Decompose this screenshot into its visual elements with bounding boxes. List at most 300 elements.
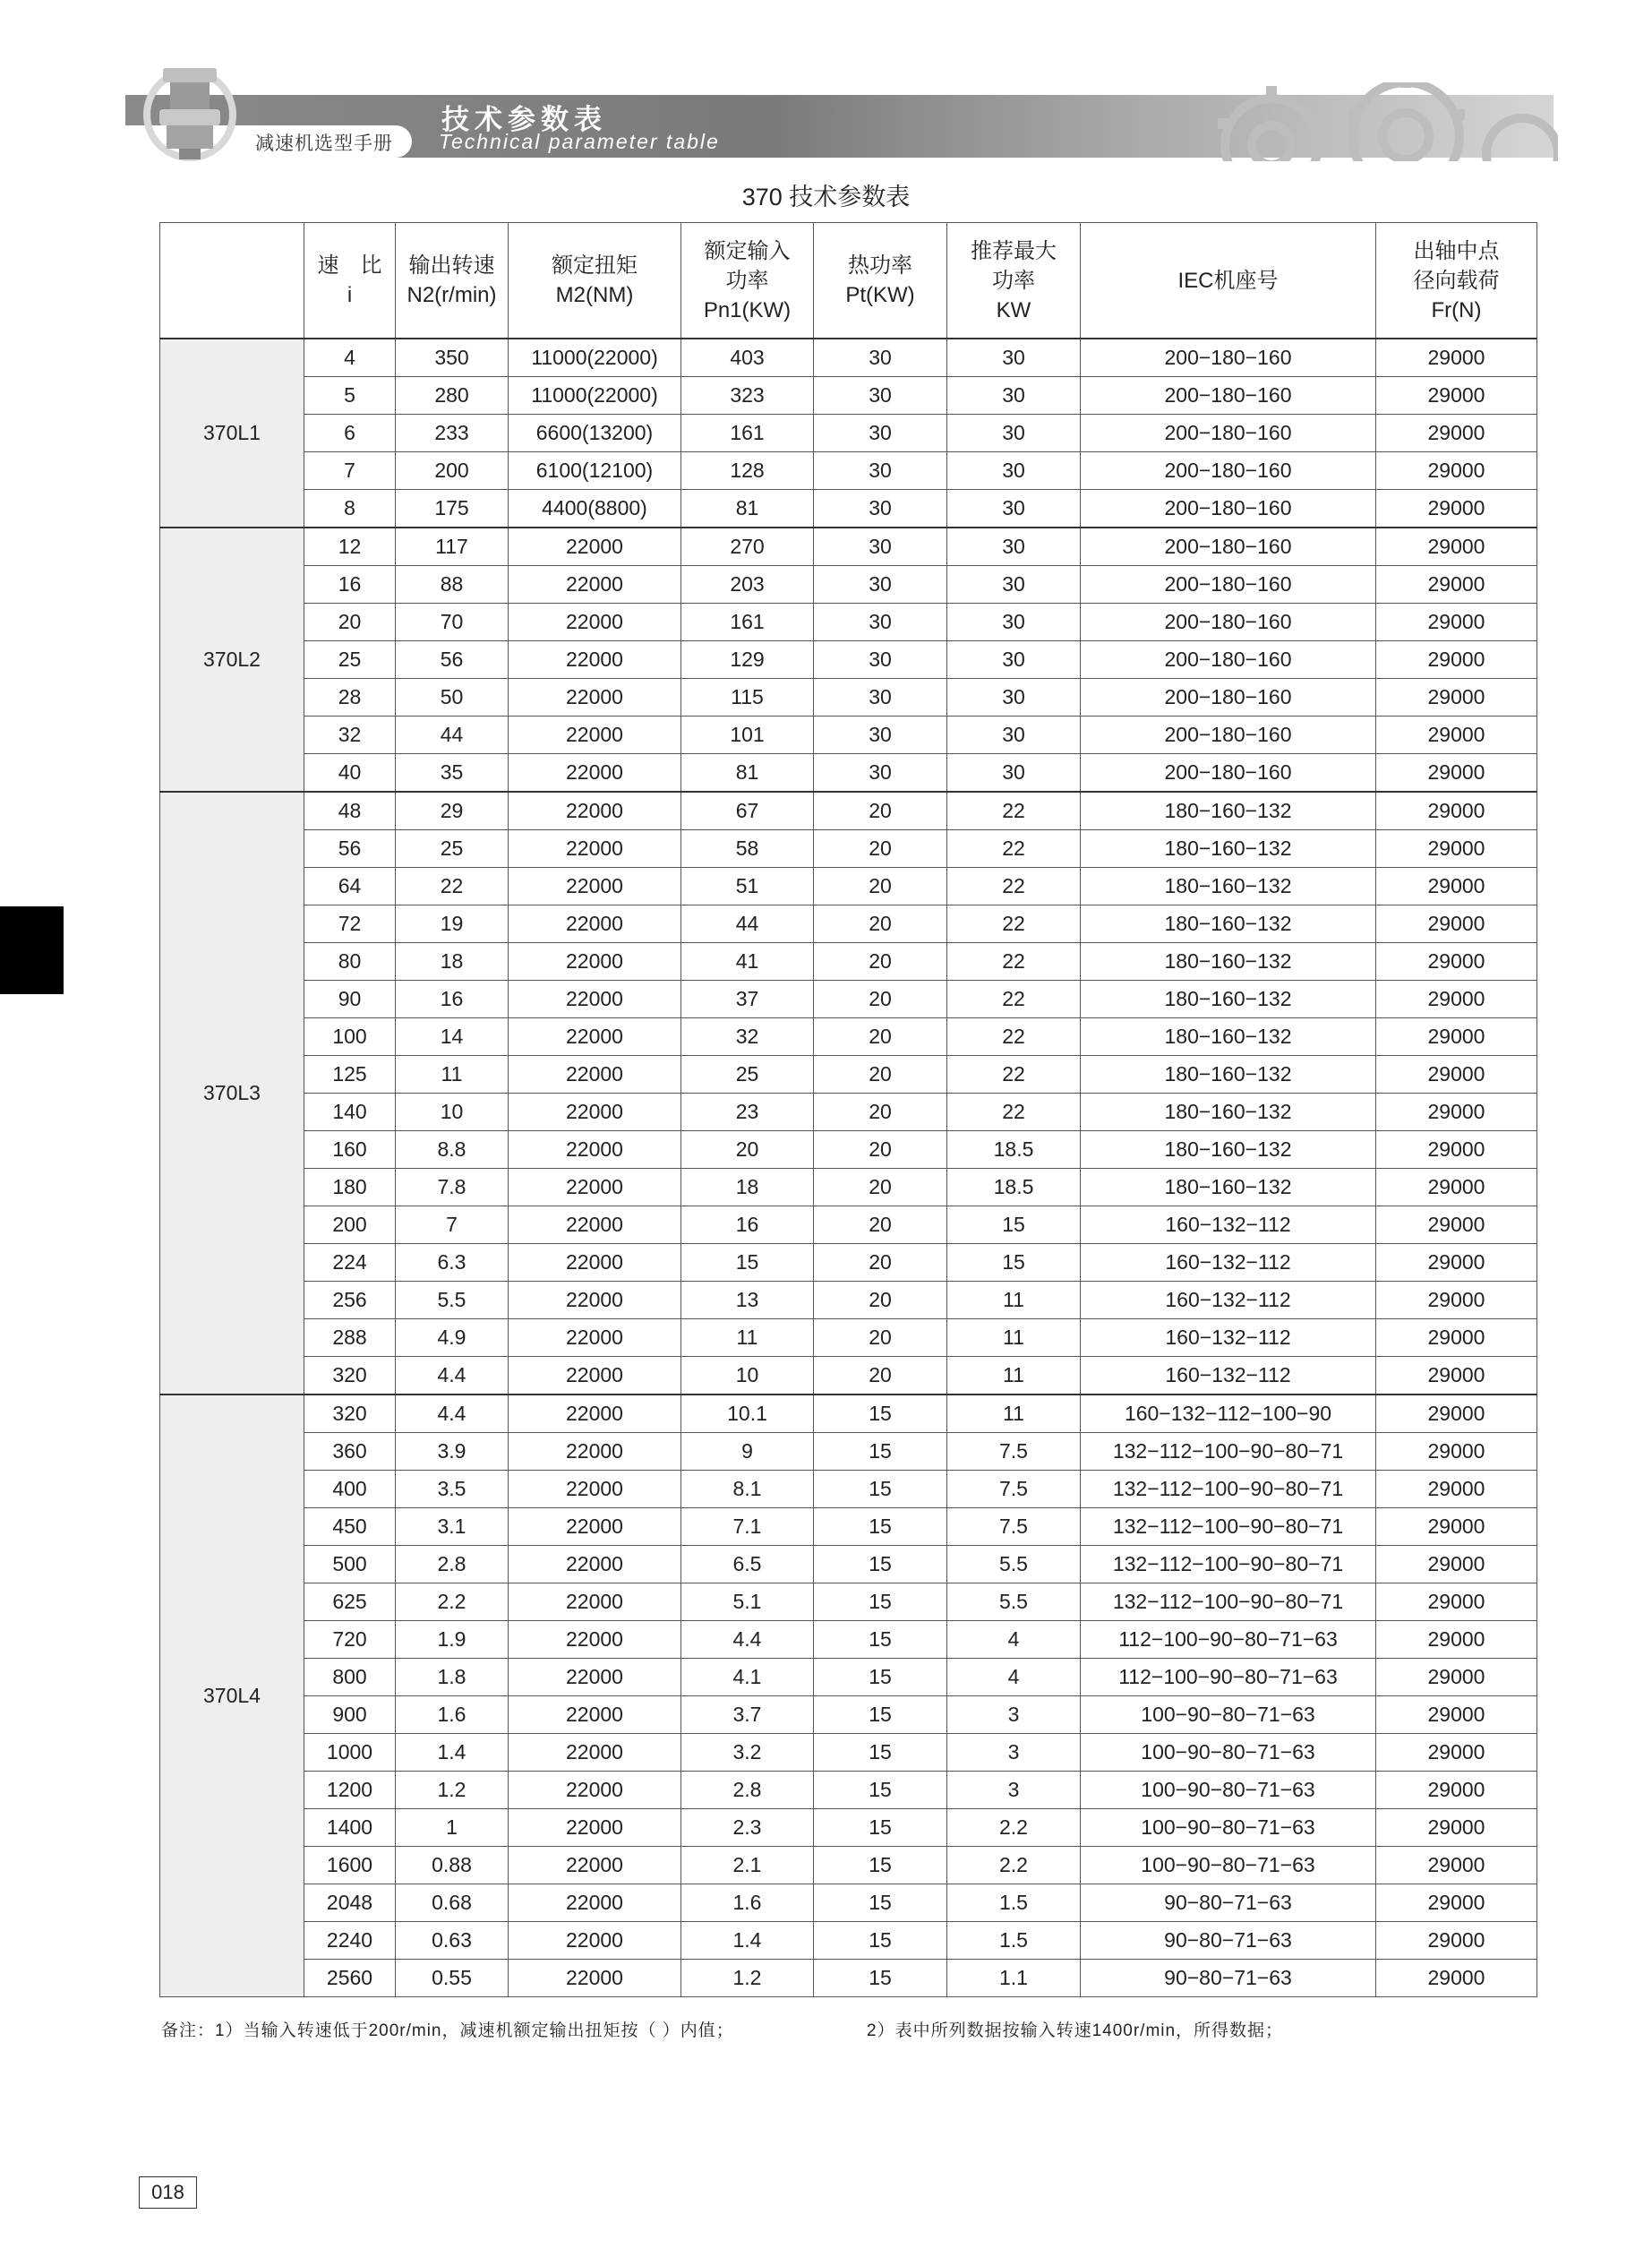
- cell-ratio: 40: [304, 754, 396, 793]
- cell-max-power: 18.5: [947, 1169, 1081, 1206]
- cell-max-power: 7.5: [947, 1471, 1081, 1508]
- cell-output-speed: 10: [396, 1094, 509, 1131]
- cell-thermal-power: 15: [814, 1395, 947, 1433]
- page-title: 370 技术参数表: [741, 184, 911, 210]
- table-row: [160, 641, 1537, 679]
- cell-rated-torque: 22000: [509, 1169, 681, 1206]
- cell-rated-torque: 11000(22000): [509, 339, 681, 377]
- cell-model: 370L2: [160, 528, 304, 792]
- cell-output-speed: 175: [396, 490, 509, 528]
- cell-max-power: 22: [947, 981, 1081, 1018]
- cell-max-power: 11: [947, 1395, 1081, 1433]
- cell-iec-frame: 90−80−71−63: [1081, 1922, 1376, 1960]
- cell-rated-torque: 22000: [509, 1772, 681, 1809]
- header-radial-load: 出轴中点 径向载荷 Fr(N): [1376, 223, 1537, 339]
- cell-radial-load: 29000: [1376, 528, 1537, 566]
- cell-max-power: 30: [947, 604, 1081, 641]
- cell-input-power: 4.1: [681, 1659, 814, 1696]
- cell-max-power: 15: [947, 1206, 1081, 1244]
- cell-radial-load: 29000: [1376, 1508, 1537, 1546]
- cell-output-speed: 0.55: [396, 1960, 509, 1997]
- cell-max-power: 1.1: [947, 1960, 1081, 1997]
- table-row: [160, 1884, 1537, 1922]
- cell-rated-torque: 22000: [509, 943, 681, 981]
- cell-radial-load: 29000: [1376, 943, 1537, 981]
- cell-iec-frame: 100−90−80−71−63: [1081, 1809, 1376, 1847]
- cell-radial-load: 29000: [1376, 1659, 1537, 1696]
- cell-rated-torque: 22000: [509, 1884, 681, 1922]
- cell-ratio: 720: [304, 1621, 396, 1659]
- cell-ratio: 12: [304, 528, 396, 566]
- cell-ratio: 125: [304, 1056, 396, 1094]
- cell-output-speed: 4.9: [396, 1319, 509, 1357]
- cell-iec-frame: 200−180−160: [1081, 679, 1376, 717]
- cell-thermal-power: 15: [814, 1960, 947, 1997]
- table-row: [160, 528, 1537, 566]
- cell-thermal-power: 30: [814, 566, 947, 604]
- cell-output-speed: 44: [396, 717, 509, 754]
- cell-ratio: 4: [304, 339, 396, 377]
- cell-output-speed: 8.8: [396, 1131, 509, 1169]
- cell-input-power: 37: [681, 981, 814, 1018]
- table-row: [160, 1131, 1537, 1169]
- cell-input-power: 67: [681, 792, 814, 830]
- cell-input-power: 403: [681, 339, 814, 377]
- cell-ratio: 1600: [304, 1847, 396, 1884]
- header-title-en: Technical parameter table: [439, 130, 720, 153]
- cell-radial-load: 29000: [1376, 1131, 1537, 1169]
- cell-ratio: 90: [304, 981, 396, 1018]
- cell-output-speed: 350: [396, 339, 509, 377]
- cell-iec-frame: 200−180−160: [1081, 604, 1376, 641]
- header-thermal-power: 热功率 Pt(KW): [814, 223, 947, 339]
- cell-thermal-power: 20: [814, 1319, 947, 1357]
- cell-ratio: 1000: [304, 1734, 396, 1772]
- cell-radial-load: 29000: [1376, 679, 1537, 717]
- parameter-table: [159, 222, 1537, 1997]
- cell-output-speed: 3.5: [396, 1471, 509, 1508]
- cell-input-power: 161: [681, 415, 814, 452]
- cell-ratio: 320: [304, 1357, 396, 1395]
- table-row: [160, 452, 1537, 490]
- cell-max-power: 22: [947, 792, 1081, 830]
- cell-ratio: 360: [304, 1433, 396, 1471]
- cell-radial-load: 29000: [1376, 1809, 1537, 1847]
- cell-output-speed: 22: [396, 868, 509, 905]
- cell-rated-torque: 22000: [509, 679, 681, 717]
- cell-radial-load: 29000: [1376, 1734, 1537, 1772]
- header-recommended-max-power: 推荐最大 功率 KW: [947, 223, 1081, 339]
- cell-input-power: 23: [681, 1094, 814, 1131]
- cell-radial-load: 29000: [1376, 1094, 1537, 1131]
- table-row: [160, 1282, 1537, 1319]
- cell-iec-frame: 200−180−160: [1081, 528, 1376, 566]
- cell-input-power: 1.4: [681, 1922, 814, 1960]
- cell-iec-frame: 200−180−160: [1081, 452, 1376, 490]
- cell-input-power: 20: [681, 1131, 814, 1169]
- cell-iec-frame: 180−160−132: [1081, 1169, 1376, 1206]
- cell-radial-load: 29000: [1376, 1433, 1537, 1471]
- cell-radial-load: 29000: [1376, 1583, 1537, 1621]
- cell-output-speed: 6.3: [396, 1244, 509, 1282]
- cell-input-power: 13: [681, 1282, 814, 1319]
- cell-rated-torque: 22000: [509, 1960, 681, 1997]
- cell-model: 370L3: [160, 792, 304, 1395]
- cell-iec-frame: 160−132−112: [1081, 1282, 1376, 1319]
- footnote-1: 备注：1）当输入转速低于200r/min，减速机额定输出扭矩按（ ）内值；: [161, 2021, 734, 2040]
- cell-iec-frame: 180−160−132: [1081, 868, 1376, 905]
- cell-iec-frame: 132−112−100−90−80−71: [1081, 1546, 1376, 1583]
- cell-ratio: 200: [304, 1206, 396, 1244]
- table-row: [160, 717, 1537, 754]
- cell-thermal-power: 30: [814, 415, 947, 452]
- cell-rated-torque: 22000: [509, 1206, 681, 1244]
- cell-max-power: 3: [947, 1772, 1081, 1809]
- cell-iec-frame: 200−180−160: [1081, 754, 1376, 793]
- cell-input-power: 16: [681, 1206, 814, 1244]
- cell-ratio: 800: [304, 1659, 396, 1696]
- cell-radial-load: 29000: [1376, 1621, 1537, 1659]
- table-row: [160, 1772, 1537, 1809]
- cell-radial-load: 29000: [1376, 1471, 1537, 1508]
- page-number: 018: [139, 2176, 197, 2209]
- cell-iec-frame: 160−132−112: [1081, 1244, 1376, 1282]
- table-row: [160, 679, 1537, 717]
- cell-rated-torque: 22000: [509, 528, 681, 566]
- cell-max-power: 30: [947, 415, 1081, 452]
- table-header-row: [160, 223, 1537, 339]
- cell-input-power: 32: [681, 1018, 814, 1056]
- cell-input-power: 2.8: [681, 1772, 814, 1809]
- cell-rated-torque: 22000: [509, 566, 681, 604]
- cell-max-power: 30: [947, 490, 1081, 528]
- table-row: [160, 1357, 1537, 1395]
- cell-input-power: 81: [681, 490, 814, 528]
- cell-rated-torque: 22000: [509, 981, 681, 1018]
- cell-thermal-power: 15: [814, 1433, 947, 1471]
- cell-radial-load: 29000: [1376, 339, 1537, 377]
- table-row: [160, 1847, 1537, 1884]
- cell-thermal-power: 20: [814, 905, 947, 943]
- cell-ratio: 2240: [304, 1922, 396, 1960]
- table-row: [160, 1734, 1537, 1772]
- cell-output-speed: 3.9: [396, 1433, 509, 1471]
- gears-decoration: [1191, 82, 1558, 161]
- cell-ratio: 180: [304, 1169, 396, 1206]
- cell-max-power: 22: [947, 943, 1081, 981]
- cell-thermal-power: 15: [814, 1809, 947, 1847]
- cell-iec-frame: 180−160−132: [1081, 905, 1376, 943]
- cell-ratio: 7: [304, 452, 396, 490]
- cell-rated-torque: 22000: [509, 1621, 681, 1659]
- cell-rated-torque: 22000: [509, 641, 681, 679]
- cell-radial-load: 29000: [1376, 1169, 1537, 1206]
- cell-ratio: 6: [304, 415, 396, 452]
- cell-output-speed: 25: [396, 830, 509, 868]
- cell-input-power: 2.3: [681, 1809, 814, 1847]
- cell-radial-load: 29000: [1376, 754, 1537, 793]
- cell-thermal-power: 15: [814, 1847, 947, 1884]
- cell-radial-load: 29000: [1376, 868, 1537, 905]
- cell-max-power: 5.5: [947, 1546, 1081, 1583]
- cell-output-speed: 1.6: [396, 1696, 509, 1734]
- cell-ratio: 5: [304, 377, 396, 415]
- cell-rated-torque: 22000: [509, 1659, 681, 1696]
- cell-iec-frame: 112−100−90−80−71−63: [1081, 1621, 1376, 1659]
- cell-output-speed: 1.4: [396, 1734, 509, 1772]
- cell-output-speed: 50: [396, 679, 509, 717]
- cell-output-speed: 280: [396, 377, 509, 415]
- cell-max-power: 30: [947, 528, 1081, 566]
- cell-max-power: 22: [947, 868, 1081, 905]
- cell-radial-load: 29000: [1376, 981, 1537, 1018]
- cell-ratio: 32: [304, 717, 396, 754]
- cell-output-speed: 7.8: [396, 1169, 509, 1206]
- cell-max-power: 18.5: [947, 1131, 1081, 1169]
- cell-thermal-power: 20: [814, 1018, 947, 1056]
- cell-iec-frame: 200−180−160: [1081, 339, 1376, 377]
- cell-output-speed: 16: [396, 981, 509, 1018]
- cell-iec-frame: 200−180−160: [1081, 415, 1376, 452]
- cell-rated-torque: 22000: [509, 1433, 681, 1471]
- cell-input-power: 4.4: [681, 1621, 814, 1659]
- cell-rated-torque: 4400(8800): [509, 490, 681, 528]
- cell-radial-load: 29000: [1376, 1884, 1537, 1922]
- cell-thermal-power: 20: [814, 868, 947, 905]
- cell-thermal-power: 20: [814, 981, 947, 1018]
- cell-rated-torque: 22000: [509, 1094, 681, 1131]
- cell-input-power: 3.7: [681, 1696, 814, 1734]
- header-rated-input-power: 额定输入 功率 Pn1(KW): [681, 223, 814, 339]
- header-model: [160, 223, 304, 339]
- table-row: [160, 490, 1537, 528]
- cell-iec-frame: 100−90−80−71−63: [1081, 1772, 1376, 1809]
- cell-iec-frame: 180−160−132: [1081, 943, 1376, 981]
- cell-ratio: 288: [304, 1319, 396, 1357]
- cell-iec-frame: 200−180−160: [1081, 641, 1376, 679]
- cell-ratio: 20: [304, 604, 396, 641]
- cell-iec-frame: 160−132−112−100−90: [1081, 1395, 1376, 1433]
- side-tab-marker: [0, 906, 64, 994]
- cell-thermal-power: 15: [814, 1922, 947, 1960]
- cell-ratio: 224: [304, 1244, 396, 1282]
- cell-max-power: 30: [947, 679, 1081, 717]
- cell-max-power: 7.5: [947, 1508, 1081, 1546]
- cell-input-power: 101: [681, 717, 814, 754]
- cell-iec-frame: 200−180−160: [1081, 566, 1376, 604]
- cell-max-power: 22: [947, 1056, 1081, 1094]
- cell-iec-frame: 132−112−100−90−80−71: [1081, 1508, 1376, 1546]
- cell-iec-frame: 112−100−90−80−71−63: [1081, 1659, 1376, 1696]
- cell-max-power: 4: [947, 1621, 1081, 1659]
- cell-max-power: 7.5: [947, 1433, 1081, 1471]
- table-row: [160, 604, 1537, 641]
- cell-rated-torque: 22000: [509, 717, 681, 754]
- cell-iec-frame: 100−90−80−71−63: [1081, 1734, 1376, 1772]
- cell-input-power: 128: [681, 452, 814, 490]
- cell-output-speed: 11: [396, 1056, 509, 1094]
- cell-max-power: 30: [947, 717, 1081, 754]
- cell-thermal-power: 15: [814, 1734, 947, 1772]
- cell-input-power: 2.1: [681, 1847, 814, 1884]
- table-row: [160, 830, 1537, 868]
- cell-rated-torque: 22000: [509, 604, 681, 641]
- header-ratio: 速 比 i: [304, 223, 396, 339]
- cell-thermal-power: 20: [814, 1244, 947, 1282]
- cell-iec-frame: 180−160−132: [1081, 1094, 1376, 1131]
- cell-rated-torque: 22000: [509, 1922, 681, 1960]
- table-row: [160, 905, 1537, 943]
- cell-output-speed: 18: [396, 943, 509, 981]
- table-row: [160, 1471, 1537, 1508]
- cell-rated-torque: 22000: [509, 754, 681, 793]
- cell-rated-torque: 22000: [509, 1508, 681, 1546]
- cell-rated-torque: 22000: [509, 1696, 681, 1734]
- cell-ratio: 140: [304, 1094, 396, 1131]
- cell-thermal-power: 20: [814, 1282, 947, 1319]
- cell-thermal-power: 15: [814, 1696, 947, 1734]
- cell-iec-frame: 100−90−80−71−63: [1081, 1696, 1376, 1734]
- cell-thermal-power: 15: [814, 1772, 947, 1809]
- cell-max-power: 22: [947, 905, 1081, 943]
- table-row: [160, 943, 1537, 981]
- cell-input-power: 3.2: [681, 1734, 814, 1772]
- cell-thermal-power: 20: [814, 830, 947, 868]
- cell-max-power: 1.5: [947, 1884, 1081, 1922]
- cell-input-power: 9: [681, 1433, 814, 1471]
- cell-max-power: 3: [947, 1696, 1081, 1734]
- cell-rated-torque: 22000: [509, 1131, 681, 1169]
- cell-max-power: 30: [947, 377, 1081, 415]
- table-row: [160, 1583, 1537, 1621]
- footnote-2: 2）表中所列数据按输入转速1400r/min，所得数据；: [867, 2021, 1284, 2040]
- reducer-logo-icon: [134, 61, 251, 161]
- cell-thermal-power: 30: [814, 641, 947, 679]
- cell-iec-frame: 132−112−100−90−80−71: [1081, 1433, 1376, 1471]
- cell-input-power: 11: [681, 1319, 814, 1357]
- cell-radial-load: 29000: [1376, 415, 1537, 452]
- cell-ratio: 1200: [304, 1772, 396, 1809]
- cell-thermal-power: 20: [814, 1169, 947, 1206]
- cell-model: 370L4: [160, 1395, 304, 1997]
- cell-max-power: 15: [947, 1244, 1081, 1282]
- table-row: [160, 868, 1537, 905]
- cell-max-power: 22: [947, 1018, 1081, 1056]
- cell-output-speed: 56: [396, 641, 509, 679]
- cell-max-power: 5.5: [947, 1583, 1081, 1621]
- cell-rated-torque: 22000: [509, 1056, 681, 1094]
- table-row: [160, 566, 1537, 604]
- cell-output-speed: 2.2: [396, 1583, 509, 1621]
- cell-radial-load: 29000: [1376, 1357, 1537, 1395]
- cell-max-power: 22: [947, 1094, 1081, 1131]
- cell-thermal-power: 30: [814, 754, 947, 793]
- cell-rated-torque: 22000: [509, 905, 681, 943]
- cell-iec-frame: 180−160−132: [1081, 792, 1376, 830]
- table-row: [160, 1018, 1537, 1056]
- cell-rated-torque: 22000: [509, 1395, 681, 1433]
- cell-rated-torque: 22000: [509, 792, 681, 830]
- cell-radial-load: 29000: [1376, 1546, 1537, 1583]
- cell-thermal-power: 30: [814, 679, 947, 717]
- cell-input-power: 6.5: [681, 1546, 814, 1583]
- cell-output-speed: 19: [396, 905, 509, 943]
- cell-ratio: 56: [304, 830, 396, 868]
- cell-input-power: 323: [681, 377, 814, 415]
- cell-ratio: 48: [304, 792, 396, 830]
- cell-radial-load: 29000: [1376, 830, 1537, 868]
- cell-radial-load: 29000: [1376, 905, 1537, 943]
- cell-max-power: 11: [947, 1357, 1081, 1395]
- cell-output-speed: 0.68: [396, 1884, 509, 1922]
- table-row: [160, 1433, 1537, 1471]
- cell-thermal-power: 15: [814, 1583, 947, 1621]
- cell-ratio: 100: [304, 1018, 396, 1056]
- cell-output-speed: 1.9: [396, 1621, 509, 1659]
- cell-input-power: 203: [681, 566, 814, 604]
- cell-max-power: 11: [947, 1282, 1081, 1319]
- table-row: [160, 1395, 1537, 1433]
- cell-max-power: 30: [947, 754, 1081, 793]
- cell-ratio: 8: [304, 490, 396, 528]
- cell-radial-load: 29000: [1376, 641, 1537, 679]
- cell-rated-torque: 22000: [509, 1282, 681, 1319]
- cell-radial-load: 29000: [1376, 452, 1537, 490]
- cell-rated-torque: 22000: [509, 1244, 681, 1282]
- header-rated-torque: 额定扭矩 M2(NM): [509, 223, 681, 339]
- cell-radial-load: 29000: [1376, 1244, 1537, 1282]
- cell-radial-load: 29000: [1376, 717, 1537, 754]
- cell-thermal-power: 15: [814, 1546, 947, 1583]
- cell-max-power: 2.2: [947, 1809, 1081, 1847]
- cell-radial-load: 29000: [1376, 1696, 1537, 1734]
- cell-output-speed: 4.4: [396, 1395, 509, 1433]
- cell-rated-torque: 22000: [509, 1319, 681, 1357]
- cell-ratio: 1400: [304, 1809, 396, 1847]
- cell-ratio: 64: [304, 868, 396, 905]
- cell-max-power: 30: [947, 339, 1081, 377]
- cell-radial-load: 29000: [1376, 1056, 1537, 1094]
- cell-output-speed: 233: [396, 415, 509, 452]
- cell-rated-torque: 22000: [509, 1583, 681, 1621]
- cell-rated-torque: 22000: [509, 1847, 681, 1884]
- manual-title: 减速机选型手册: [255, 133, 393, 154]
- cell-output-speed: 200: [396, 452, 509, 490]
- cell-radial-load: 29000: [1376, 1206, 1537, 1244]
- cell-input-power: 15: [681, 1244, 814, 1282]
- cell-input-power: 5.1: [681, 1583, 814, 1621]
- cell-iec-frame: 160−132−112: [1081, 1319, 1376, 1357]
- cell-input-power: 115: [681, 679, 814, 717]
- cell-output-speed: 88: [396, 566, 509, 604]
- cell-input-power: 1.2: [681, 1960, 814, 1997]
- cell-ratio: 400: [304, 1471, 396, 1508]
- cell-rated-torque: 22000: [509, 868, 681, 905]
- cell-radial-load: 29000: [1376, 566, 1537, 604]
- header-output-speed: 输出转速 N2(r/min): [396, 223, 509, 339]
- cell-max-power: 2.2: [947, 1847, 1081, 1884]
- table-row: [160, 1206, 1537, 1244]
- cell-input-power: 10.1: [681, 1395, 814, 1433]
- cell-ratio: 500: [304, 1546, 396, 1583]
- cell-rated-torque: 22000: [509, 1546, 681, 1583]
- cell-iec-frame: 180−160−132: [1081, 1018, 1376, 1056]
- cell-ratio: 320: [304, 1395, 396, 1433]
- cell-max-power: 30: [947, 566, 1081, 604]
- table-row: [160, 1809, 1537, 1847]
- cell-radial-load: 29000: [1376, 1960, 1537, 1997]
- cell-max-power: 4: [947, 1659, 1081, 1696]
